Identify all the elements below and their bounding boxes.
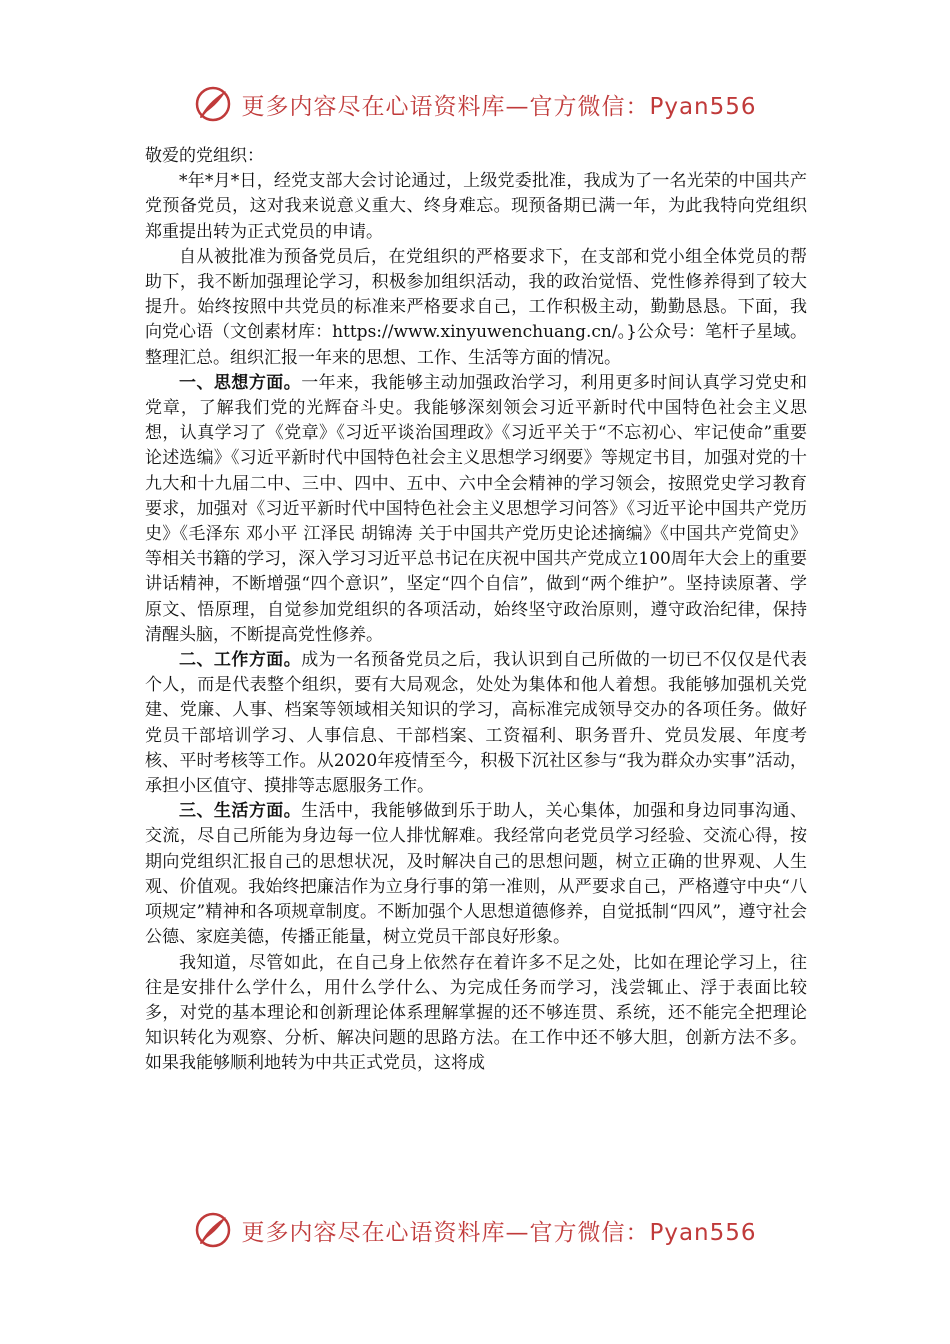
section-title-work: 二、工作方面。 [179,650,302,671]
paragraph-thought [145,371,807,648]
feather-pen-logo-icon [193,1210,233,1250]
footer-banner [0,1206,950,1254]
section-body-work: 成为一名预备党员之后，我认识到自己所做的一切已不仅仅是代表个人，而是代表整个组织，要有大局观念，处处为集体和他人着想。我能够加强机关党建、党廉、人事、档案等领域相关知识的学习，高标准完成领导交办的各项任务。做好党员干部培训学习、人事信息、干部档案、工资福利、职务晋升、党员发展、年度考核、平时考核等工作。从2020年疫情至今，积极下沉社区参与“我为群众办实事”活动，承担小区值守、摸排等志愿服务工作。 [145,650,808,797]
feather-pen-logo-icon [193,84,233,124]
letter-body [145,144,807,1077]
salutation: 敬爱的党组织： [145,146,264,166]
header-banner-text: 更多内容尽在心语资料库—官方微信：Pyan556 [241,93,757,120]
section-body-life: 生活中，我能够做到乐于助人，关心集体，加强和身边同事沟通、交流，尽自己所能为身边每一位人排忧解难。我经常向老党员学习经验、交流心得，按期向党组织汇报自己的思想状况，及时解决自己的思想问题，树立正确的世界观、人生观、价值观。我始终把廉洁作为立身行事的第一准则，从严要求自己，严格遵守中央“八项规定”精神和各项规章制度。不断加强个人思想道德修养，自觉抵制“四风”，遵守社会公德、家庭美德，传播正能量，树立党员干部良好形象。 [145,801,808,948]
paragraph-shortcomings: 我知道，尽管如此，在自己身上依然存在着许多不足之处，比如在理论学习上，往往是安排什么学什么，用什么学什么、为完成任务而学习，浅尝辄止、浮于表面比较多，对党的基本理论和创新理论体系理解掌握的还不够连贯、系统，还不能完全把理论知识转化为观察、分析、解决问题的思路方法。在工作中还不够大胆，创新方法不多。如果我能够顺利地转为中共正式党员，这将成 [145,952,807,1074]
header-banner [0,80,950,128]
paragraph-life [145,799,807,950]
section-title-life: 三、生活方面。 [179,801,302,822]
section-body-thought: 一年来，我能够主动加强政治学习，利用更多时间认真学习党史和党章，了解我们党的光辉奋斗史。我能够深刻领会习近平新时代中国特色社会主义思想，认真学习了《党章》《习近平谈治国理政》《习近平关于“不忘初心、牢记使命”重要论述选编》《习近平新时代中国特色社会主义思想学习纲要》等规定书目，加强对党的十九大和十九届二中、三中、四中、五中、六中全会精神的学习领会，按照党史学习教育要求，加强对《习近平新时代中国特色社会主义思想学习问答》《习近平论中国共产党历史》《毛泽东 邓小平 江泽民 胡锦涛 关于中国共产党历史论述摘编》《中国共产党简史》等相关书籍的学习，深入学习习近平总书记在庆祝中国共产党成立100周年大会上的重要讲话精神，不断增强“四个意识”，坚定“四个自信”，做到“两个维护”。坚持读原著、学原文、悟原理，自觉参加党组织的各项活动，始终坚守政治原则，遵守政治纪律，保持清醒头脑，不断提高党性修养。 [145,372,808,645]
footer-banner-text: 更多内容尽在心语资料库—官方微信：Pyan556 [241,1219,757,1246]
section-title-thought: 一、思想方面。 [179,372,302,393]
paragraph-intro: *年*月*日，经党支部大会讨论通过，上级党委批准，我成为了一名光荣的中国共产党预备党员，这对我来说意义重大、终身难忘。现预备期已满一年，为此我特向党组织郑重提出转为正式党员的申请。 [145,171,807,242]
paragraph-work [145,648,807,799]
paragraph-overview: 自从被批准为预备党员后，在党组织的严格要求下，在支部和党小组全体党员的帮助下，我不断加强理论学习，积极参加组织活动，我的政治觉悟、党性修养得到了较大提升。始终按照中共党员的标准来严格要求自己，工作积极主动，勤勤恳恳。下面，我向党心语（文创素材库：https://www.xinyuwenchuang.cn/。}公众号：笔杆子星域。整理汇总。组织汇报一年来的思想、工作、生活等方面的情况。 [145,246,807,368]
